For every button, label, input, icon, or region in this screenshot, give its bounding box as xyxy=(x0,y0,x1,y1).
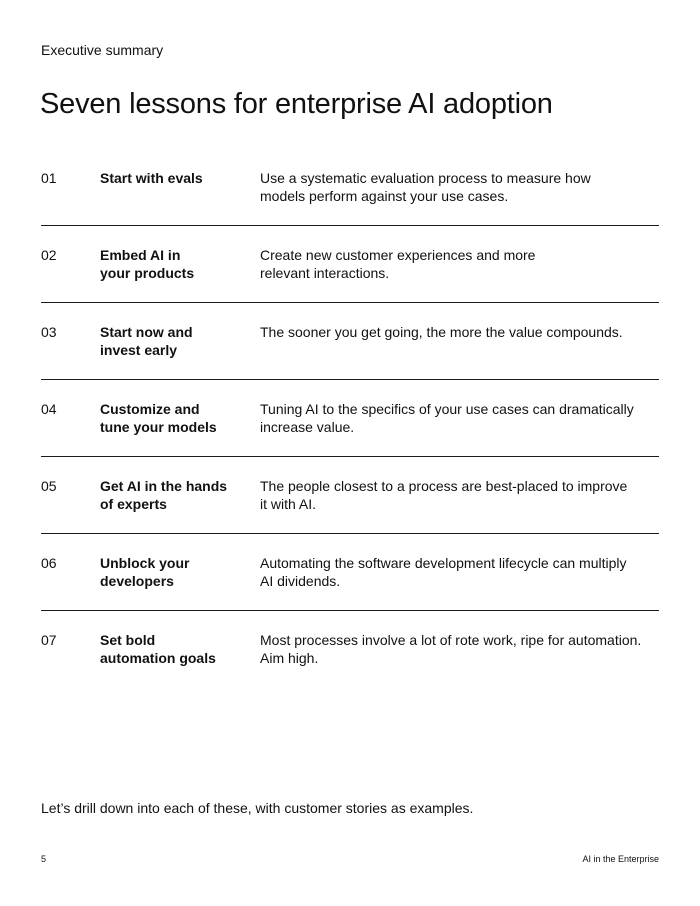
lesson-description: The people closest to a process are best-placed to improve it with AI. xyxy=(260,478,628,512)
lesson-number: 05 xyxy=(41,478,57,494)
lesson-name: Embed AI in your products xyxy=(100,247,195,281)
lesson-description: Tuning AI to the specifics of your use cases can dramatically increase value. xyxy=(260,401,634,435)
lessons-list xyxy=(41,149,659,687)
lesson-row xyxy=(41,226,659,303)
lesson-name: Customize and tune your models xyxy=(100,401,217,435)
lesson-row xyxy=(41,303,659,380)
lesson-name: Unblock your developers xyxy=(100,555,190,589)
lesson-number: 01 xyxy=(41,170,57,186)
lesson-name: Set bold automation goals xyxy=(100,632,216,666)
lesson-row xyxy=(41,380,659,457)
footer-page-number: 5 xyxy=(41,854,47,864)
lesson-row xyxy=(41,611,659,687)
lesson-description: Automating the software development lifecycle can multiply AI dividends. xyxy=(260,555,627,589)
lesson-description: Most processes involve a lot of rote work, ripe for automation. Aim high. xyxy=(260,632,642,666)
lesson-description: Use a systematic evaluation process to measure how models perform against your use cases. xyxy=(260,170,591,204)
lesson-row xyxy=(41,149,659,226)
page-title: Seven lessons for enterprise AI adoption xyxy=(40,88,553,120)
lesson-number: 03 xyxy=(41,324,57,340)
lesson-number: 02 xyxy=(41,247,57,263)
lesson-description: Create new customer experiences and more relevant interactions. xyxy=(260,247,536,281)
lesson-number: 04 xyxy=(41,401,57,417)
section-eyebrow: Executive summary xyxy=(41,42,164,58)
lesson-description: The sooner you get going, the more the value compounds. xyxy=(260,324,623,340)
closing-paragraph: Let’s drill down into each of these, with customer stories as examples. xyxy=(41,800,474,816)
lesson-row xyxy=(41,534,659,611)
lesson-row xyxy=(41,457,659,534)
footer-document-title: AI in the Enterprise xyxy=(582,854,659,864)
lesson-name: Start now and invest early xyxy=(100,324,193,358)
lesson-number: 07 xyxy=(41,632,57,648)
lesson-name: Start with evals xyxy=(100,170,203,186)
lesson-number: 06 xyxy=(41,555,57,571)
lesson-name: Get AI in the hands of experts xyxy=(100,478,228,512)
